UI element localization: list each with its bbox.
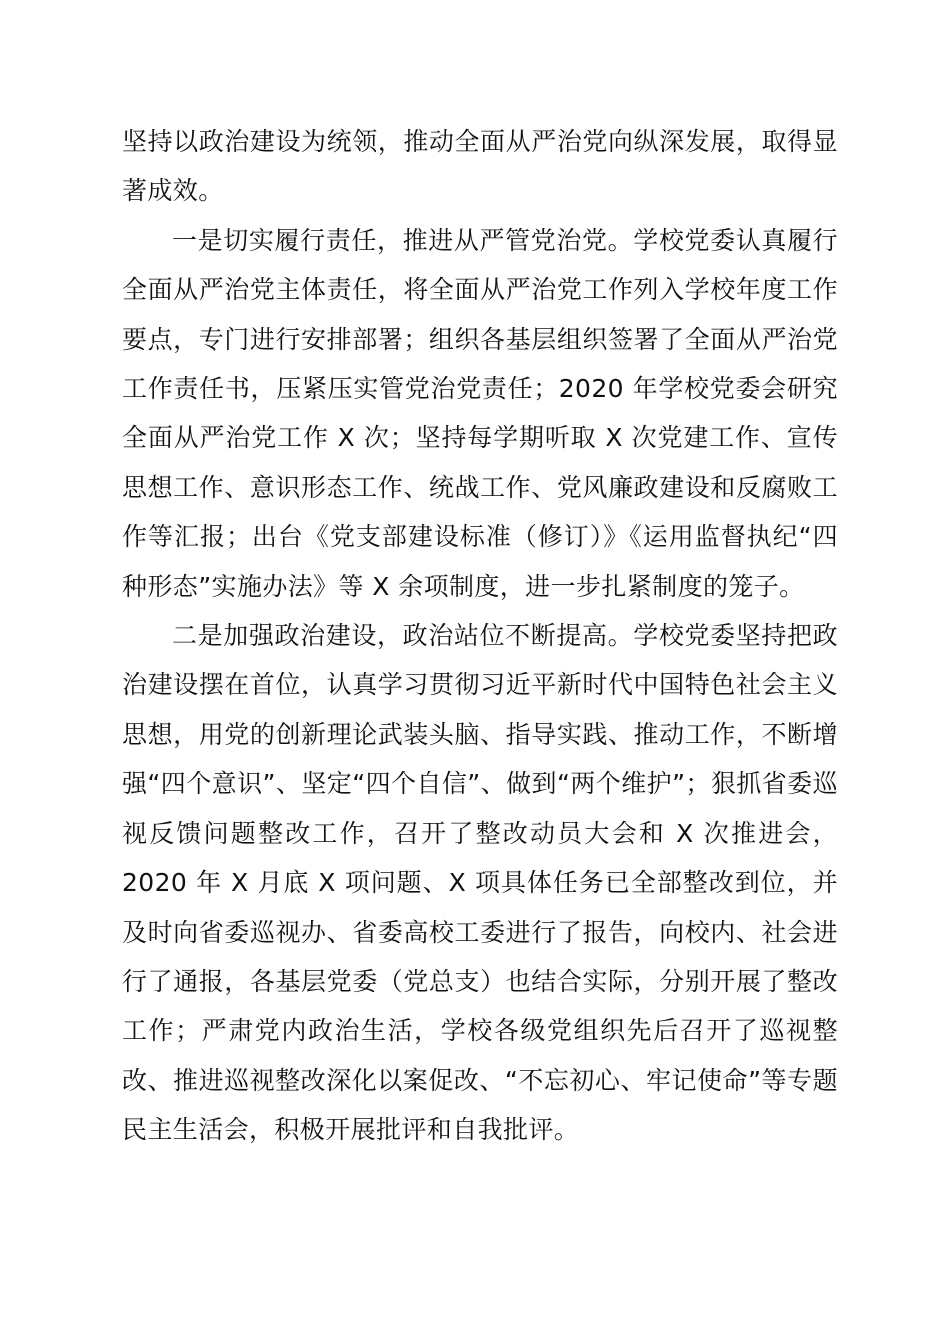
document-body — [122, 117, 838, 1155]
paragraph-intro-continuation: 坚持以政治建设为统领，推动全面从严治党向纵深发展，取得显著成效。 — [122, 127, 838, 206]
paragraph-responsibility: 一是切实履行责任，推进从严管党治党。学校党委认真履行全面从严治党主体责任，将全面从严治党工作列入学校年度工作要点，专门进行安排部署；组织各基层组织签署了全面从严治党工作责任书，压紧压实管党治党责任；2020 年学校党委会研究全面从严治党工作 X 次；坚持每学期听取 X 次党建工作、宣传思想工作、意识形态工作、统战工作、党风廉政建设和反腐败工作等汇报；出台《党支部建设标准（修订）》《运用监督执纪“四种形态”实施办法》等 X 余项制度，进一步扎紧制度的笼子。 — [122, 225, 838, 601]
paragraph-political-construction: 二是加强政治建设，政治站位不断提高。学校党委坚持把政治建设摆在首位，认真学习贯彻习近平新时代中国特色社会主义思想，用党的创新理论武装头脑、指导实践、推动工作，不断增强“四个意识”、坚定“四个自信”、做到“两个维护”；狠抓省委巡视反馈问题整改工作，召开了整改动员大会和 X 次推进会，2020 年 X 月底 X 项问题、X 项具体任务已全部整改到位，并及时向省委巡视办、省委高校工委进行了报告，向校内、社会进行了通报，各基层党委（党总支）也结合实际，分别开展了整改工作；严肃党内政治生活，学校各级党组织先后召开了巡视整改、推进巡视整改深化以案促改、“不忘初心、牢记使命”等专题民主生活会，积极开展批评和自我批评。 — [122, 621, 838, 1145]
